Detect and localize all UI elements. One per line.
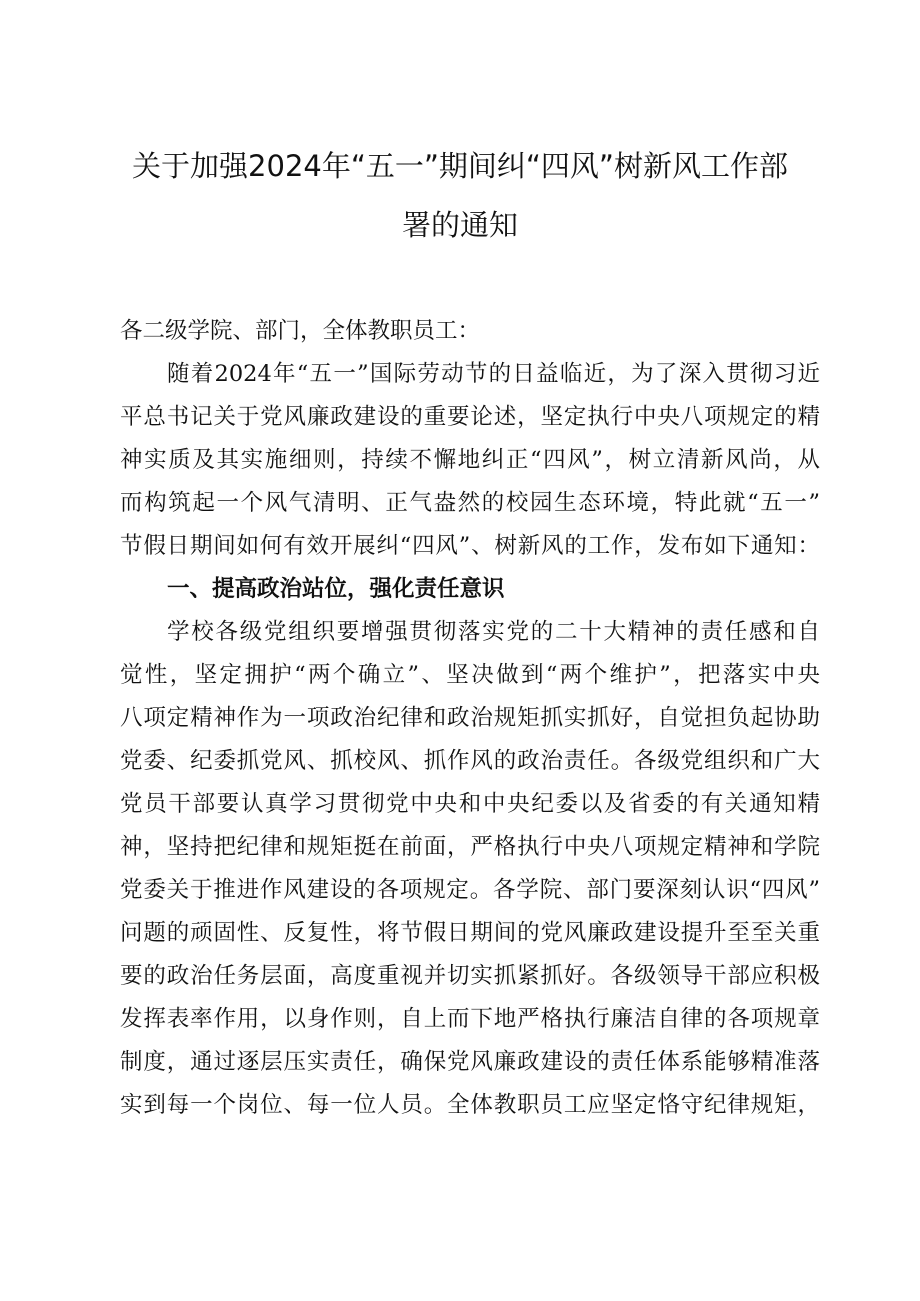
intro-line: 而构筑起一个风气清明、正气盎然的校园生态环境，特此就“五一” (120, 490, 820, 516)
intro-line: 平总书记关于党风廉政建设的重要论述，坚定执行中央八项规定的精 (120, 404, 820, 430)
section-1-line: 发挥表率作用，以身作则，自上而下地严格执行廉洁自律的各项规章 (120, 1006, 820, 1032)
section-1-line: 党员干部要认真学习贯彻党中央和中央纪委以及省委的有关通知精 (120, 791, 820, 817)
document-title-line-2: 署的通知 (401, 208, 518, 242)
section-1-line: 党委关于推进作风建设的各项规定。各学院、部门要深刻认识“四风” (120, 877, 820, 903)
document-title-line-1: 关于加强2024年“五一”期间纠“四风”树新风工作部 (132, 149, 788, 183)
section-1-line: 学校各级党组织要增强贯彻落实党的二十大精神的责任感和自 (167, 619, 820, 645)
section-1-line: 党委、纪委抓党风、抓校风、抓作风的政治责任。各级党组织和广大 (120, 748, 820, 774)
section-1-line: 神，坚持把纪律和规矩挺在前面，严格执行中央八项规定精神和学院 (120, 834, 820, 860)
section-1-line: 八项定精神作为一项政治纪律和政治规矩抓实抓好，自觉担负起协助 (120, 705, 820, 731)
section-1-line: 觉性，坚定拥护“两个确立”、坚决做到“两个维护”，把落实中央 (120, 662, 820, 688)
intro-line: 节假日期间如何有效开展纠“四风”、树新风的工作，发布如下通知： (120, 533, 820, 559)
section-1-line: 制度，通过逐层压实责任，确保党风廉政建设的责任体系能够精准落 (120, 1049, 820, 1075)
salutation: 各二级学院、部门，全体教职员工： (120, 318, 481, 344)
section-1-line: 要的政治任务层面，高度重视并切实抓紧抓好。各级领导干部应积极 (120, 963, 820, 989)
section-1-heading: 一、提高政治站位，强化责任意识 (167, 576, 505, 602)
section-1-line: 问题的顽固性、反复性，将节假日期间的党风廉政建设提升至至关重 (120, 920, 820, 946)
intro-line: 神实质及其实施细则，持续不懈地纠正“四风”，树立清新风尚，从 (120, 447, 820, 473)
section-1-line: 实到每一个岗位、每一位人员。全体教职员工应坚定恪守纪律规矩， (120, 1092, 820, 1118)
intro-line: 随着2024年“五一”国际劳动节的日益临近，为了深入贯彻习近 (167, 361, 820, 387)
